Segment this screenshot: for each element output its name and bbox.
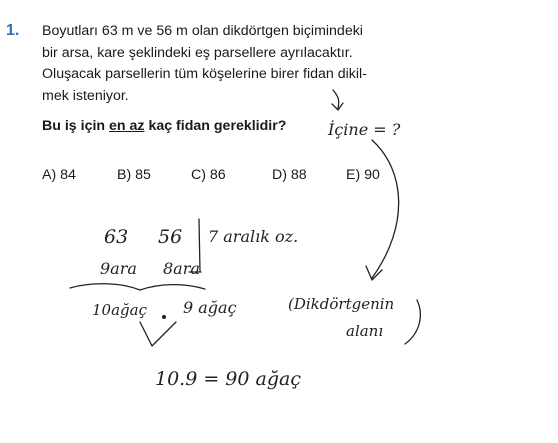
option-d[interactable]: D) 88: [272, 167, 307, 183]
hw-63: 63: [104, 226, 129, 248]
prompt-suffix: kaç fidan gereklidir?: [144, 118, 287, 134]
hw-alani: alanı: [346, 322, 384, 340]
hw-dikdortgenin: (Dikdörtgenin: [288, 295, 395, 313]
hw-8ara: 8ara: [163, 259, 200, 278]
hw-result: 10.9 = 90 ağaç: [155, 368, 301, 390]
hw-dot: [162, 315, 166, 319]
question-line-2: bir arsa, kare şeklindeki eş parsellere ayrılacaktır.: [42, 44, 353, 61]
option-b[interactable]: B) 85: [117, 167, 151, 183]
question-line-1: Boyutları 63 m ve 56 m olan dikdörtgen biçimindeki: [42, 23, 363, 39]
hw-aralik: 7 aralık oz.: [208, 227, 299, 246]
hw-56: 56: [158, 226, 183, 248]
curve-arrow: [366, 140, 399, 280]
option-e[interactable]: E) 90: [346, 167, 380, 183]
option-a[interactable]: A) 84: [42, 167, 76, 183]
prompt-underlined: en az: [109, 118, 145, 134]
option-c[interactable]: C) 86: [191, 167, 226, 183]
hw-10agac: 10ağaç: [92, 301, 147, 319]
prompt-prefix: Bu iş için: [42, 118, 110, 134]
question-number: 1.: [6, 22, 20, 39]
note-top: İçine = ?: [328, 120, 401, 139]
hw-v-mark: [140, 322, 176, 346]
hw-9ara: 9ara: [100, 259, 137, 278]
hw-9agac: 9 ağaç: [183, 298, 237, 317]
question-line-3: Oluşacak parsellerin tüm köşelerine birer fidan dikil-: [42, 66, 367, 83]
hw-close-paren: [405, 300, 420, 344]
hw-brace: [70, 284, 205, 290]
question-line-4: mek isteniyor.: [42, 87, 129, 104]
top-arrow: [332, 90, 343, 110]
